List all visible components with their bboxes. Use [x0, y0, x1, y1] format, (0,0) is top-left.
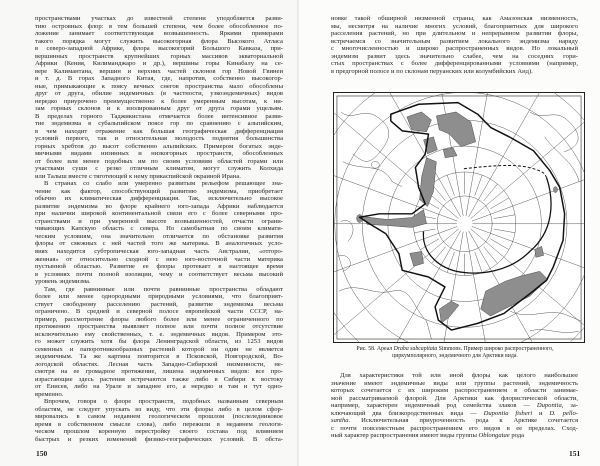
text-line: от Енисея, либо на Урале и западнее его, а нередко и там и тут одно-: [35, 383, 283, 391]
right-page: [299, 0, 600, 466]
text-line: эндемичным. Та же картина повторится в Псковской, Новгородской, Во-: [35, 353, 283, 361]
text-line: тию островных флор: в тем большей степени, чем более обособленное по-: [35, 22, 283, 30]
text-line: флоры от смежных с ней частей того же материка. В аналогичных усло-: [35, 240, 283, 248]
text-line: виях находится субтропическая юго-западная часть Австралии, «отгоро-: [35, 247, 283, 255]
text-line: друг от друга, обилие эндемичных (в частности, узкоэндемичных) видов: [35, 90, 283, 98]
text-line: В пределах горного Таджикистана отмечается более интенсивное разви-: [35, 112, 283, 120]
text-segment: например, характерен эндемичный род семейства злаков —: [331, 402, 537, 410]
italic-taxon: Dupontia: [536, 402, 562, 410]
text-segment: , за-: [561, 402, 578, 410]
text-line: [331, 402, 578, 410]
text-line: обычно их климатическая дифференциация. Так, исключительно высокое: [35, 195, 283, 203]
text-line: пустынной областью. Развитие ее флоры протекает в настоящее время: [35, 263, 283, 271]
text-line: условий первого, так и относительная молодость поднятия большинства: [35, 135, 283, 143]
text-segment: с почти повсеместным распространением его видов в ее пределах. Сход-: [331, 424, 578, 432]
text-line: смотря на ее громадное протяжение, лишена эндемичных видов: все про-: [35, 368, 283, 376]
text-line: ложение занимает соответствующая возвышенность. Яркими примерами: [35, 30, 283, 38]
text-line: более или менее однородными природными условиями, что благоприят-: [35, 293, 283, 301]
text-line: ческим условиям, она значительно отличается по обстановке развития: [35, 232, 283, 240]
left-page-text: [35, 15, 283, 443]
text-line: время в собственном смысле слова), либо пережили в недавнем геологи-: [35, 420, 283, 428]
text-line: Впрочем, говоря о флоре пространств, подобных названным северным: [44, 398, 283, 406]
text-line: Там, где равнинные или почти равнинные пространства обладают: [44, 285, 283, 293]
text-line: такого порядка могут служить высокогорная флора Высокого Атласа: [35, 37, 283, 45]
text-line: уровень эндемизма.: [35, 278, 91, 286]
text-line: семенных и папоротникообразных растений которой ни один не является: [35, 345, 283, 353]
text-line: временно.: [35, 390, 64, 398]
text-line: ческом прошлом коренную перестройку своего состава под влиянием: [35, 428, 283, 436]
text-line: участками суши с резко отличным климатом, могут служить Колхида: [35, 165, 283, 173]
text-line: го может служить хотя бы флора Ленинградской области, из 1253 видов: [35, 338, 283, 346]
text-line: от более или менее подобных им по своим условиям областей горами или: [35, 157, 283, 165]
text-line: зам горных склонов и к изолированным друг от друга горами ущельям.: [35, 105, 283, 113]
text-line: протяжению пространства выявляет полное или почти полное отсутствие: [35, 323, 283, 331]
text-line: при наличии широкой континентальной связи его с более северными про-: [35, 210, 283, 218]
text-line: [331, 387, 578, 395]
text-line: расселения растений, но при длительном и непрерывном развитии флоры,: [331, 30, 578, 38]
text-line: ограничено. В средней и северной полосе европейской части СССР, на-: [35, 308, 283, 316]
text-line: областям, не следует упускать из виду, что эти флоры либо в целом сфор-: [35, 405, 283, 413]
text-line: или Талыш вместе с тяготеющей к нему прикаспийской окраиной Ирана.: [35, 172, 241, 180]
text-line: нередко приурочено преимущественно к более умеренным высотам, к ни-: [35, 97, 283, 105]
text-line: с многочисленностью и широко распространенных видов. Но локальный: [331, 45, 578, 53]
text-line: мичными видами низинных и низкогорных пространств, обособленных: [35, 150, 283, 158]
italic-taxon: Oblongatae: [478, 432, 510, 440]
text-segment: ключающий два близкородственных вида —: [331, 409, 484, 417]
caption-rest: Simmons. Пример широко распространенного, циркумполярного, эндемичного для Арктики вида.: [392, 346, 554, 359]
text-line: В странах со слабо или умеренно развитым рельефом решающее зна-: [44, 180, 283, 188]
text-line: вершинных пространств крупнейших горных массивов экваториальной: [35, 52, 283, 60]
text-line: [331, 417, 578, 425]
text-line: в северо-западной Африке, флора высокогорий Большого Кавказа, при-: [35, 45, 283, 53]
text-line: израстающие здесь растения встречаются также либо в Сибири к востоку: [35, 375, 283, 383]
page-number-right: 151: [569, 449, 581, 458]
text-line: мировались в самом недавнем геологическом прошлом (послеледниковое: [35, 413, 283, 421]
text-line: [331, 432, 578, 440]
text-line: в чем находит отражение как большая географическая дифференциация: [35, 127, 283, 135]
text-line: [331, 395, 578, 403]
text-line: горных хребтов до высот собственно альпийских. Примером богатых энде-: [35, 142, 283, 150]
text-line: логодской областях. Лесная часть Западно-Сибирской низменности, не-: [35, 360, 283, 368]
text-segment: значение имеют эндемичные виды или группы растений, эндемичность: [331, 379, 578, 387]
text-segment: мой рассматриваемой флорой. Для Арктики как флористической области,: [331, 394, 578, 402]
text-line: встречаемся со значительным развитием локального эндемизма наряду: [331, 37, 578, 45]
arctic-range-map: [333, 92, 585, 343]
text-segment: Для характеристики той или иной флоры как целого наибольшее: [340, 372, 578, 379]
text-line: в предгорной полосе и по склонам перуанских или колумбийских Анд).: [331, 67, 533, 75]
text-line: тие эндемизма в субальпийском поясе гор по сравнению с альпийским,: [35, 120, 283, 128]
left-page: [0, 0, 299, 466]
text-segment: и: [532, 409, 550, 417]
text-segment: . Исключительная приуроченность рода к Арктике сочетается: [348, 417, 578, 425]
right-page-bottom-text: [331, 372, 578, 440]
text-line: [331, 372, 578, 380]
text-segment: которых сочетается с их широким распространением в области занимае-: [331, 387, 578, 395]
text-line: ствует свободному расселению растений, развитие эндемизма весьма: [35, 300, 283, 308]
text-line: пространствами участках до известной степени уподобляется разви-: [35, 15, 283, 22]
text-line: Африки (Кения, Килиманджаро и др.), вершины горы Кинабалу на се-: [35, 60, 283, 68]
italic-taxon: Dupontia fisheri: [483, 409, 533, 417]
text-line: эндемизм развит здесь значительно слабее, чем на соседних гори-: [331, 52, 578, 60]
text-line: чение как фактор, способствующий развитию эндемизма, приобретает: [35, 187, 283, 195]
text-line: [331, 410, 578, 418]
text-line: пример, рассмотрение флоры любого более или менее ограниченного по: [35, 315, 283, 323]
right-page-top-text: [331, 15, 578, 75]
text-line: мы, несмотря на наличие многих условий, благоприятных для широкого: [331, 22, 578, 30]
italic-taxon: santha: [331, 417, 349, 425]
figure-caption: [335, 346, 575, 360]
italic-taxon: D. pello-: [549, 409, 578, 417]
text-line: [331, 425, 578, 433]
text-line: чивающих Капскую область с севера. Но самобытная по своим климати-: [35, 225, 283, 233]
text-line: [331, 380, 578, 388]
text-line: быстрых и резких изменений физико-географических условий. В обста-: [35, 435, 283, 443]
page-number-left: 150: [36, 449, 48, 458]
text-line: в условиях почти полной изоляции, чему и соответствует весьма высокий: [35, 270, 283, 278]
text-line: и т. д. В горах Западного Китая, где, напротив, собственно высокогор-: [35, 75, 283, 83]
text-segment: рода: [509, 432, 525, 440]
text-line: развитие эндемизма во флоре крайнего юго-запада Африки наблюдается: [35, 202, 283, 210]
text-line: женная» от относительно сходной с нею юго-восточной части материка: [35, 255, 283, 263]
text-line: стых пространствах с более дифференцированными условиями (например,: [331, 60, 578, 68]
text-line: ные, примыкающие к поясу вечных снегов пространства мало обособлены: [35, 82, 283, 90]
text-line: новке такой обширной низменной страны, как Амазонская низменность,: [331, 15, 578, 22]
caption-species: Draba subcapitata: [393, 346, 438, 352]
text-line: вере Калимантана, вершин и верхних частей склонов гор Новой Гвинеи: [35, 67, 283, 75]
text-line: исключительно ему свойственных, т. е. эндемичных видов. Примером это-: [35, 330, 283, 338]
text-line: странствами и при умеренной высоте возвышенностей, отчасти ограни-: [35, 217, 283, 225]
text-segment: ный характер распространения имеют виды группы: [331, 432, 479, 440]
caption-prefix: Рис. 58. Ареал: [356, 346, 394, 352]
